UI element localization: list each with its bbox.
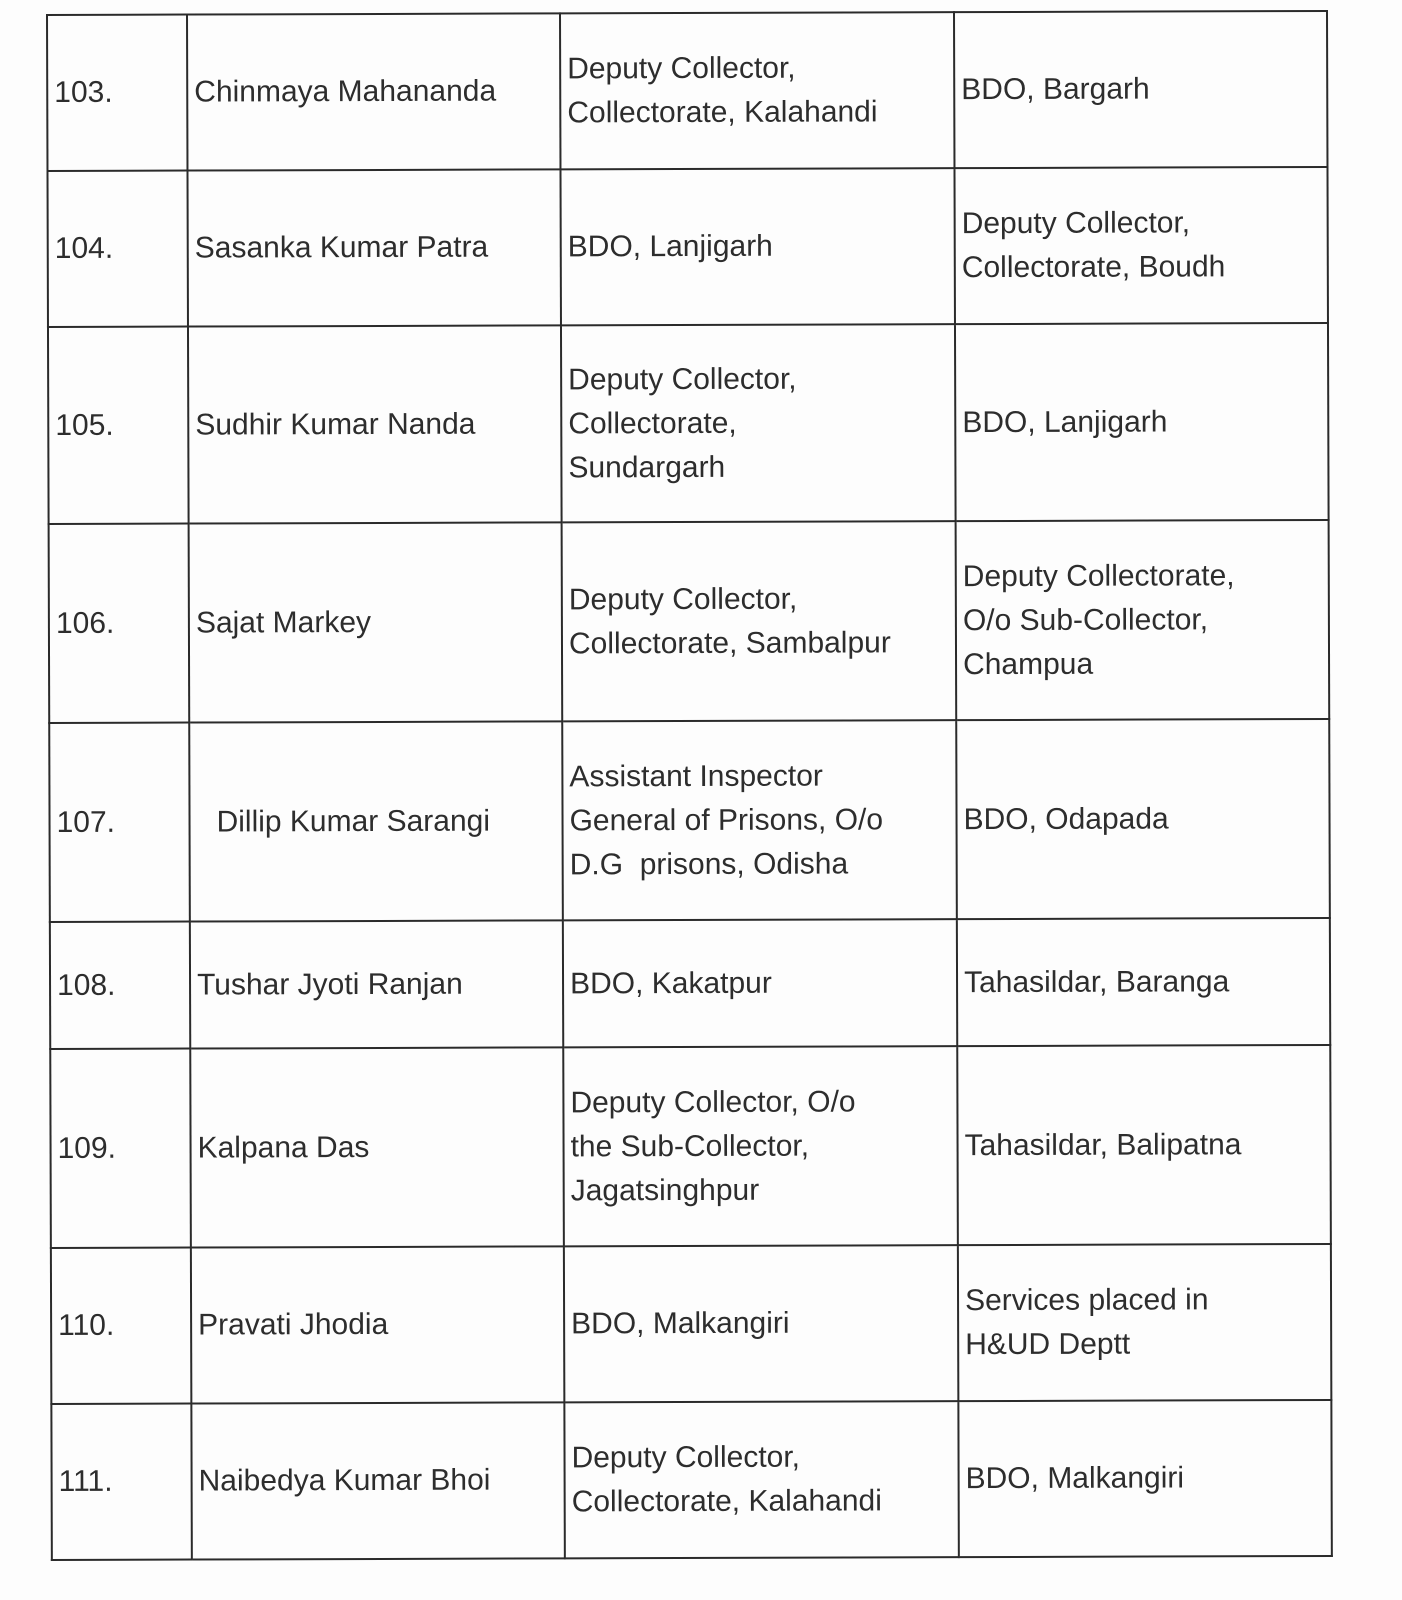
serial-number: 103.	[47, 15, 187, 171]
new-posting-line: Collectorate, Boudh	[961, 250, 1226, 285]
present-posting-line: Sundargarh	[568, 450, 726, 484]
new-posting-line: BDO, Bargarh	[961, 72, 1150, 107]
present-posting-line: Collectorate, Kalahandi	[571, 1484, 882, 1519]
officer-name: Kalpana Das	[190, 1047, 564, 1247]
new-posting	[956, 520, 1330, 720]
new-posting-line: Champua	[962, 647, 1094, 681]
present-posting-line: Deputy Collector, O/o	[570, 1084, 856, 1119]
serial-number: 108.	[50, 922, 190, 1049]
present-posting-line: Collectorate, Kalahandi	[567, 95, 878, 130]
table-row	[47, 167, 1327, 327]
officer-name: Chinmaya Mahananda	[187, 13, 560, 170]
new-posting	[958, 1244, 1331, 1401]
new-posting	[954, 11, 1327, 168]
new-posting	[956, 719, 1330, 919]
present-posting-line: BDO, Malkangiri	[571, 1306, 790, 1341]
present-posting	[562, 720, 957, 920]
new-posting-line: H&UD Deptt	[965, 1327, 1131, 1362]
present-posting-line: Deputy Collector,	[568, 362, 797, 396]
present-posting-line: Collectorate, Sambalpur	[568, 625, 891, 660]
table-row	[48, 323, 1329, 524]
serial-number: 105.	[48, 327, 189, 524]
present-posting-line: Deputy Collector,	[567, 51, 796, 86]
officer-name	[189, 721, 563, 921]
serial-number: 106.	[49, 524, 190, 723]
present-posting-line: Jagatsinghpur	[570, 1173, 760, 1207]
present-posting	[563, 919, 957, 1047]
serial-number: 107.	[49, 723, 190, 922]
officer-name: Naibedya Kumar Bhoi	[191, 1402, 564, 1559]
table-row	[50, 918, 1330, 1049]
officer-name: Sajat Markey	[189, 522, 563, 722]
present-posting-line: General of Prisons, O/o	[569, 802, 884, 837]
table-row	[51, 1400, 1331, 1560]
officer-name-text: Dillip Kumar Sarangi	[216, 804, 491, 838]
table-row	[49, 719, 1330, 922]
new-posting-line: Deputy Collectorate,	[962, 558, 1235, 593]
officer-name: Sasanka Kumar Patra	[187, 169, 560, 326]
present-posting	[563, 1046, 958, 1246]
serial-number: 111.	[51, 1404, 191, 1560]
table-row	[51, 1244, 1331, 1404]
present-posting-line: the Sub-Collector,	[570, 1129, 810, 1163]
serial-number: 109.	[50, 1049, 191, 1248]
officer-name: Pravati Jhodia	[191, 1246, 564, 1403]
new-posting-line: Services placed in	[964, 1283, 1209, 1318]
table-row	[50, 1045, 1331, 1248]
new-posting-line: BDO, Malkangiri	[965, 1461, 1185, 1496]
present-posting-line: Assistant Inspector	[569, 759, 823, 793]
present-posting-line: BDO, Lanjigarh	[567, 229, 773, 264]
serial-number: 104.	[47, 171, 187, 327]
new-posting	[958, 1400, 1331, 1557]
officer-name: Sudhir Kumar Nanda	[188, 325, 562, 523]
new-posting-line: BDO, Odapada	[963, 801, 1169, 836]
new-posting	[957, 1045, 1331, 1245]
present-posting	[561, 324, 956, 522]
new-posting-line: Tahasildar, Baranga	[963, 964, 1230, 999]
present-posting	[564, 1245, 958, 1402]
new-posting-line: Deputy Collector,	[961, 206, 1191, 241]
transfer-table	[46, 10, 1333, 1561]
present-posting	[560, 12, 954, 169]
present-posting-line: Collectorate,	[568, 406, 737, 440]
new-posting	[955, 323, 1329, 521]
new-posting	[957, 918, 1330, 1046]
table-row	[47, 11, 1327, 171]
table-row	[49, 520, 1330, 723]
present-posting-line: BDO, Kakatpur	[569, 966, 772, 1000]
present-posting	[560, 168, 954, 325]
new-posting	[954, 167, 1327, 324]
present-posting	[564, 1401, 958, 1558]
new-posting-line: O/o Sub-Collector,	[962, 602, 1209, 637]
present-posting-line: Deputy Collector,	[571, 1440, 801, 1475]
new-posting-line: Tahasildar, Balipatna	[964, 1127, 1242, 1162]
present-posting-line: Deputy Collector,	[568, 582, 798, 616]
present-posting	[562, 521, 957, 721]
new-posting-line: BDO, Lanjigarh	[962, 404, 1168, 439]
present-posting-line: D.G prisons, Odisha	[569, 846, 849, 881]
officer-name: Tushar Jyoti Ranjan	[190, 920, 563, 1048]
serial-number: 110.	[51, 1248, 191, 1404]
